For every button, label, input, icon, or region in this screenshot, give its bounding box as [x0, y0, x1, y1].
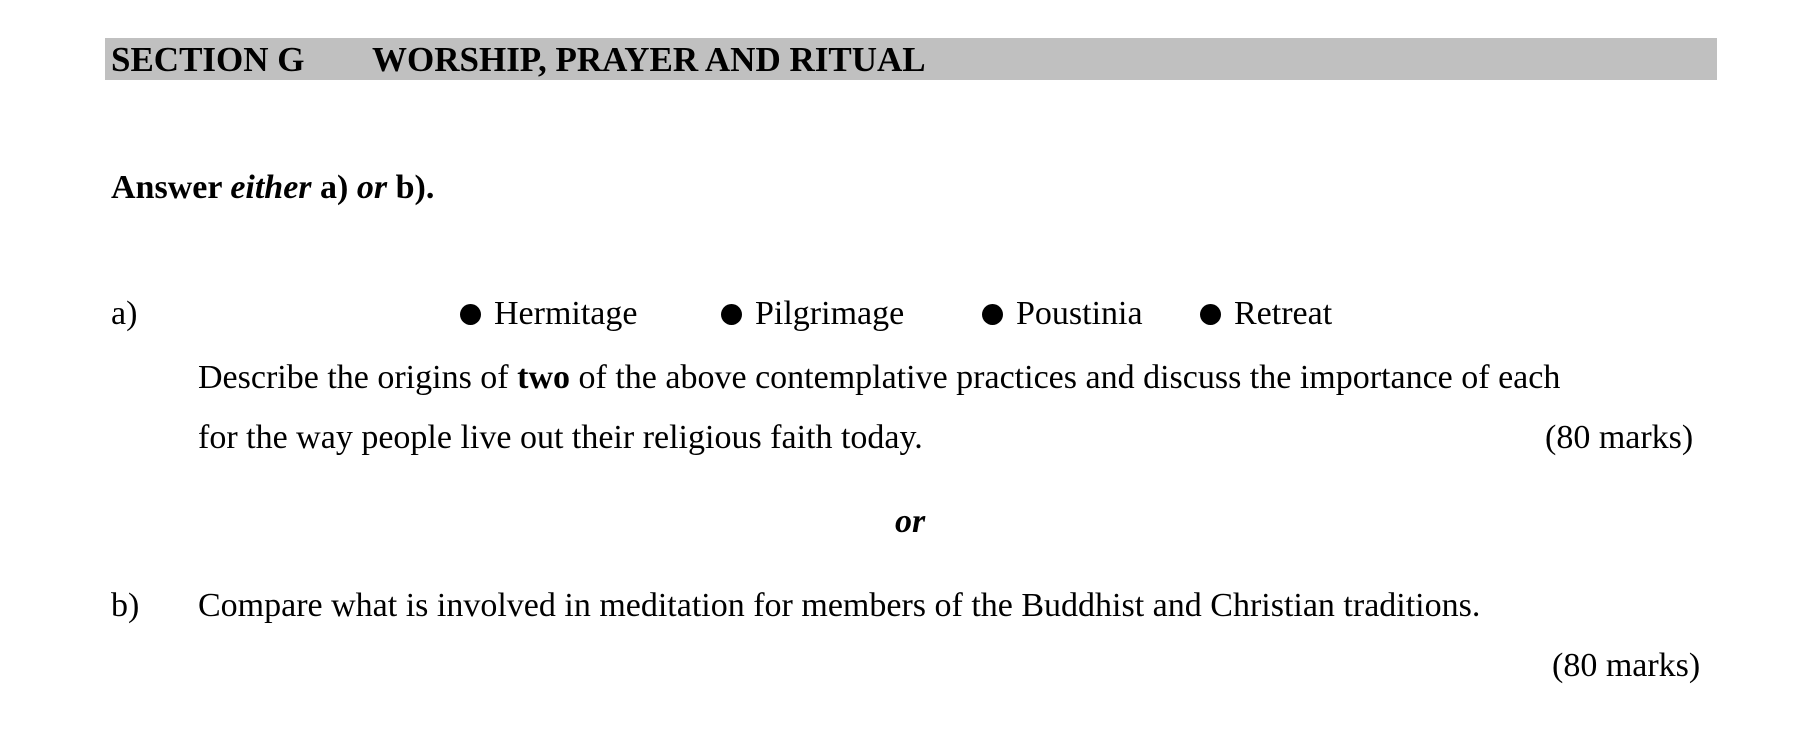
question-a-label: a): [111, 295, 138, 332]
bullet-icon: [721, 304, 742, 325]
practice-item: [721, 294, 904, 334]
instruction-either: either: [230, 169, 312, 206]
question-a-marks: (80 marks): [1545, 419, 1694, 456]
practice-label: Retreat: [1234, 295, 1333, 332]
practice-label: Hermitage: [494, 295, 638, 332]
practice-item: [982, 294, 1143, 334]
question-a-text-start: Describe the origins of: [198, 359, 518, 396]
question-b-text: Compare what is involved in meditation for members of the Buddhist and Christian traditions.: [198, 587, 1481, 624]
section-code: SECTION G: [111, 40, 305, 79]
question-a-text-end: of the above contemplative practices and discuss the importance of each: [570, 359, 1561, 396]
question-b-marks: (80 marks): [1552, 647, 1701, 684]
bullet-icon: [982, 304, 1003, 325]
practice-item: [1200, 294, 1332, 334]
practice-label: Poustinia: [1016, 295, 1143, 332]
answer-instruction: [111, 168, 434, 208]
question-a-text-line1: [198, 358, 1708, 398]
question-b-label: b): [111, 587, 140, 624]
practice-item: [460, 294, 638, 334]
bullet-icon: [460, 304, 481, 325]
bullet-icon: [1200, 304, 1221, 325]
instruction-answer: Answer: [111, 169, 222, 206]
question-a-bold-word: two: [517, 359, 571, 396]
instruction-or: or: [356, 169, 388, 206]
section-title: WORSHIP, PRAYER AND RITUAL: [372, 40, 926, 79]
question-a-text-line2: for the way people live out their religious faith today.: [198, 419, 923, 456]
or-separator: or: [895, 503, 926, 540]
practice-label: Pilgrimage: [755, 295, 905, 332]
instruction-option-b: b).: [395, 169, 435, 206]
instruction-option-a: a): [320, 169, 349, 206]
